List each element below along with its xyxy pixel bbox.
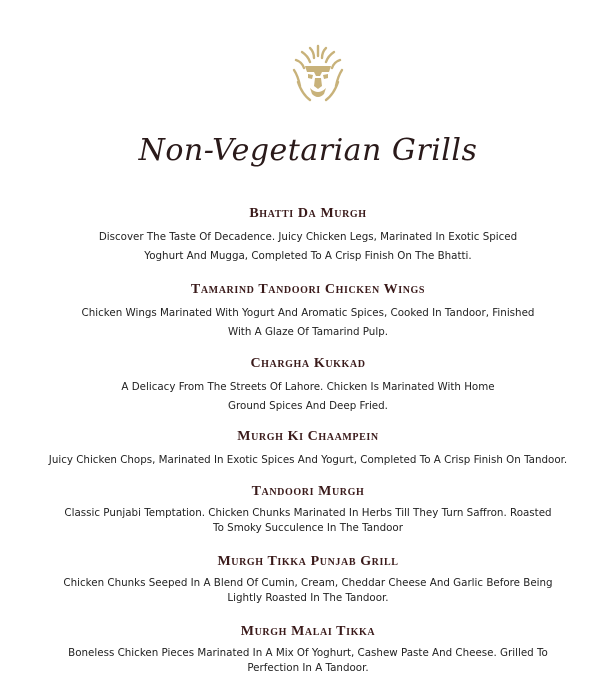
- dish-name: Chargha Kukkad: [250, 356, 366, 371]
- menu-item: [0, 554, 616, 606]
- dish-name: Bhatti Da Murgh: [249, 206, 367, 221]
- dish-description: Classic Punjabi Temptation. Chicken Chunks Marinated In Herbs Till They Turn Saffron. Roasted To Smoky Succulence In The Tandoor: [64, 507, 552, 534]
- dish-name: Tandoori Murgh: [251, 484, 365, 499]
- dish-name: Murgh Tikka Punjab Grill: [217, 554, 399, 569]
- section-title: Non-Vegetarian Grills: [138, 133, 478, 168]
- dish-name: Tamarind Tandoori Chicken Wings: [190, 282, 426, 297]
- menu-item: [0, 429, 616, 470]
- dish-description: Chicken Wings Marinated With Yogurt And Aromatic Spices, Cooked In Tandoor, Finished With A Glaze Of Tamarind Pulp.: [81, 307, 535, 338]
- menu-item: [0, 624, 616, 676]
- menu-item: [0, 356, 616, 416]
- dish-name: Murgh Malai Tikka: [240, 624, 376, 639]
- dish-description: Chicken Chunks Seeped In A Blend Of Cumin, Cream, Cheddar Cheese And Garlic Before Being Lightly Roasted In The Tandoor.: [63, 577, 553, 604]
- dish-description: A Delicacy From The Streets Of Lahore. Chicken Is Marinated With Home Ground Spices And Deep Fried.: [121, 381, 495, 412]
- dish-name: Murgh Ki Chaampein: [237, 429, 379, 444]
- menu-item: [0, 484, 616, 536]
- menu-item: [0, 206, 616, 266]
- menu-item: [0, 282, 616, 342]
- dish-description: Discover The Taste Of Decadence. Juicy Chicken Legs, Marinated In Exotic Spiced Yoghurt And Mugga, Completed To A Crisp Finish On The Bhatti.: [98, 231, 518, 262]
- dish-description: Boneless Chicken Pieces Marinated In A Mix Of Yoghurt, Cashew Paste And Cheese. Grilled To Perfection In A Tandoor.: [68, 647, 548, 674]
- dish-description: Juicy Chicken Chops, Marinated In Exotic Spices And Yogurt, Completed To A Crisp Finish On Tandoor.: [48, 454, 568, 466]
- lion-head-icon: [288, 42, 348, 106]
